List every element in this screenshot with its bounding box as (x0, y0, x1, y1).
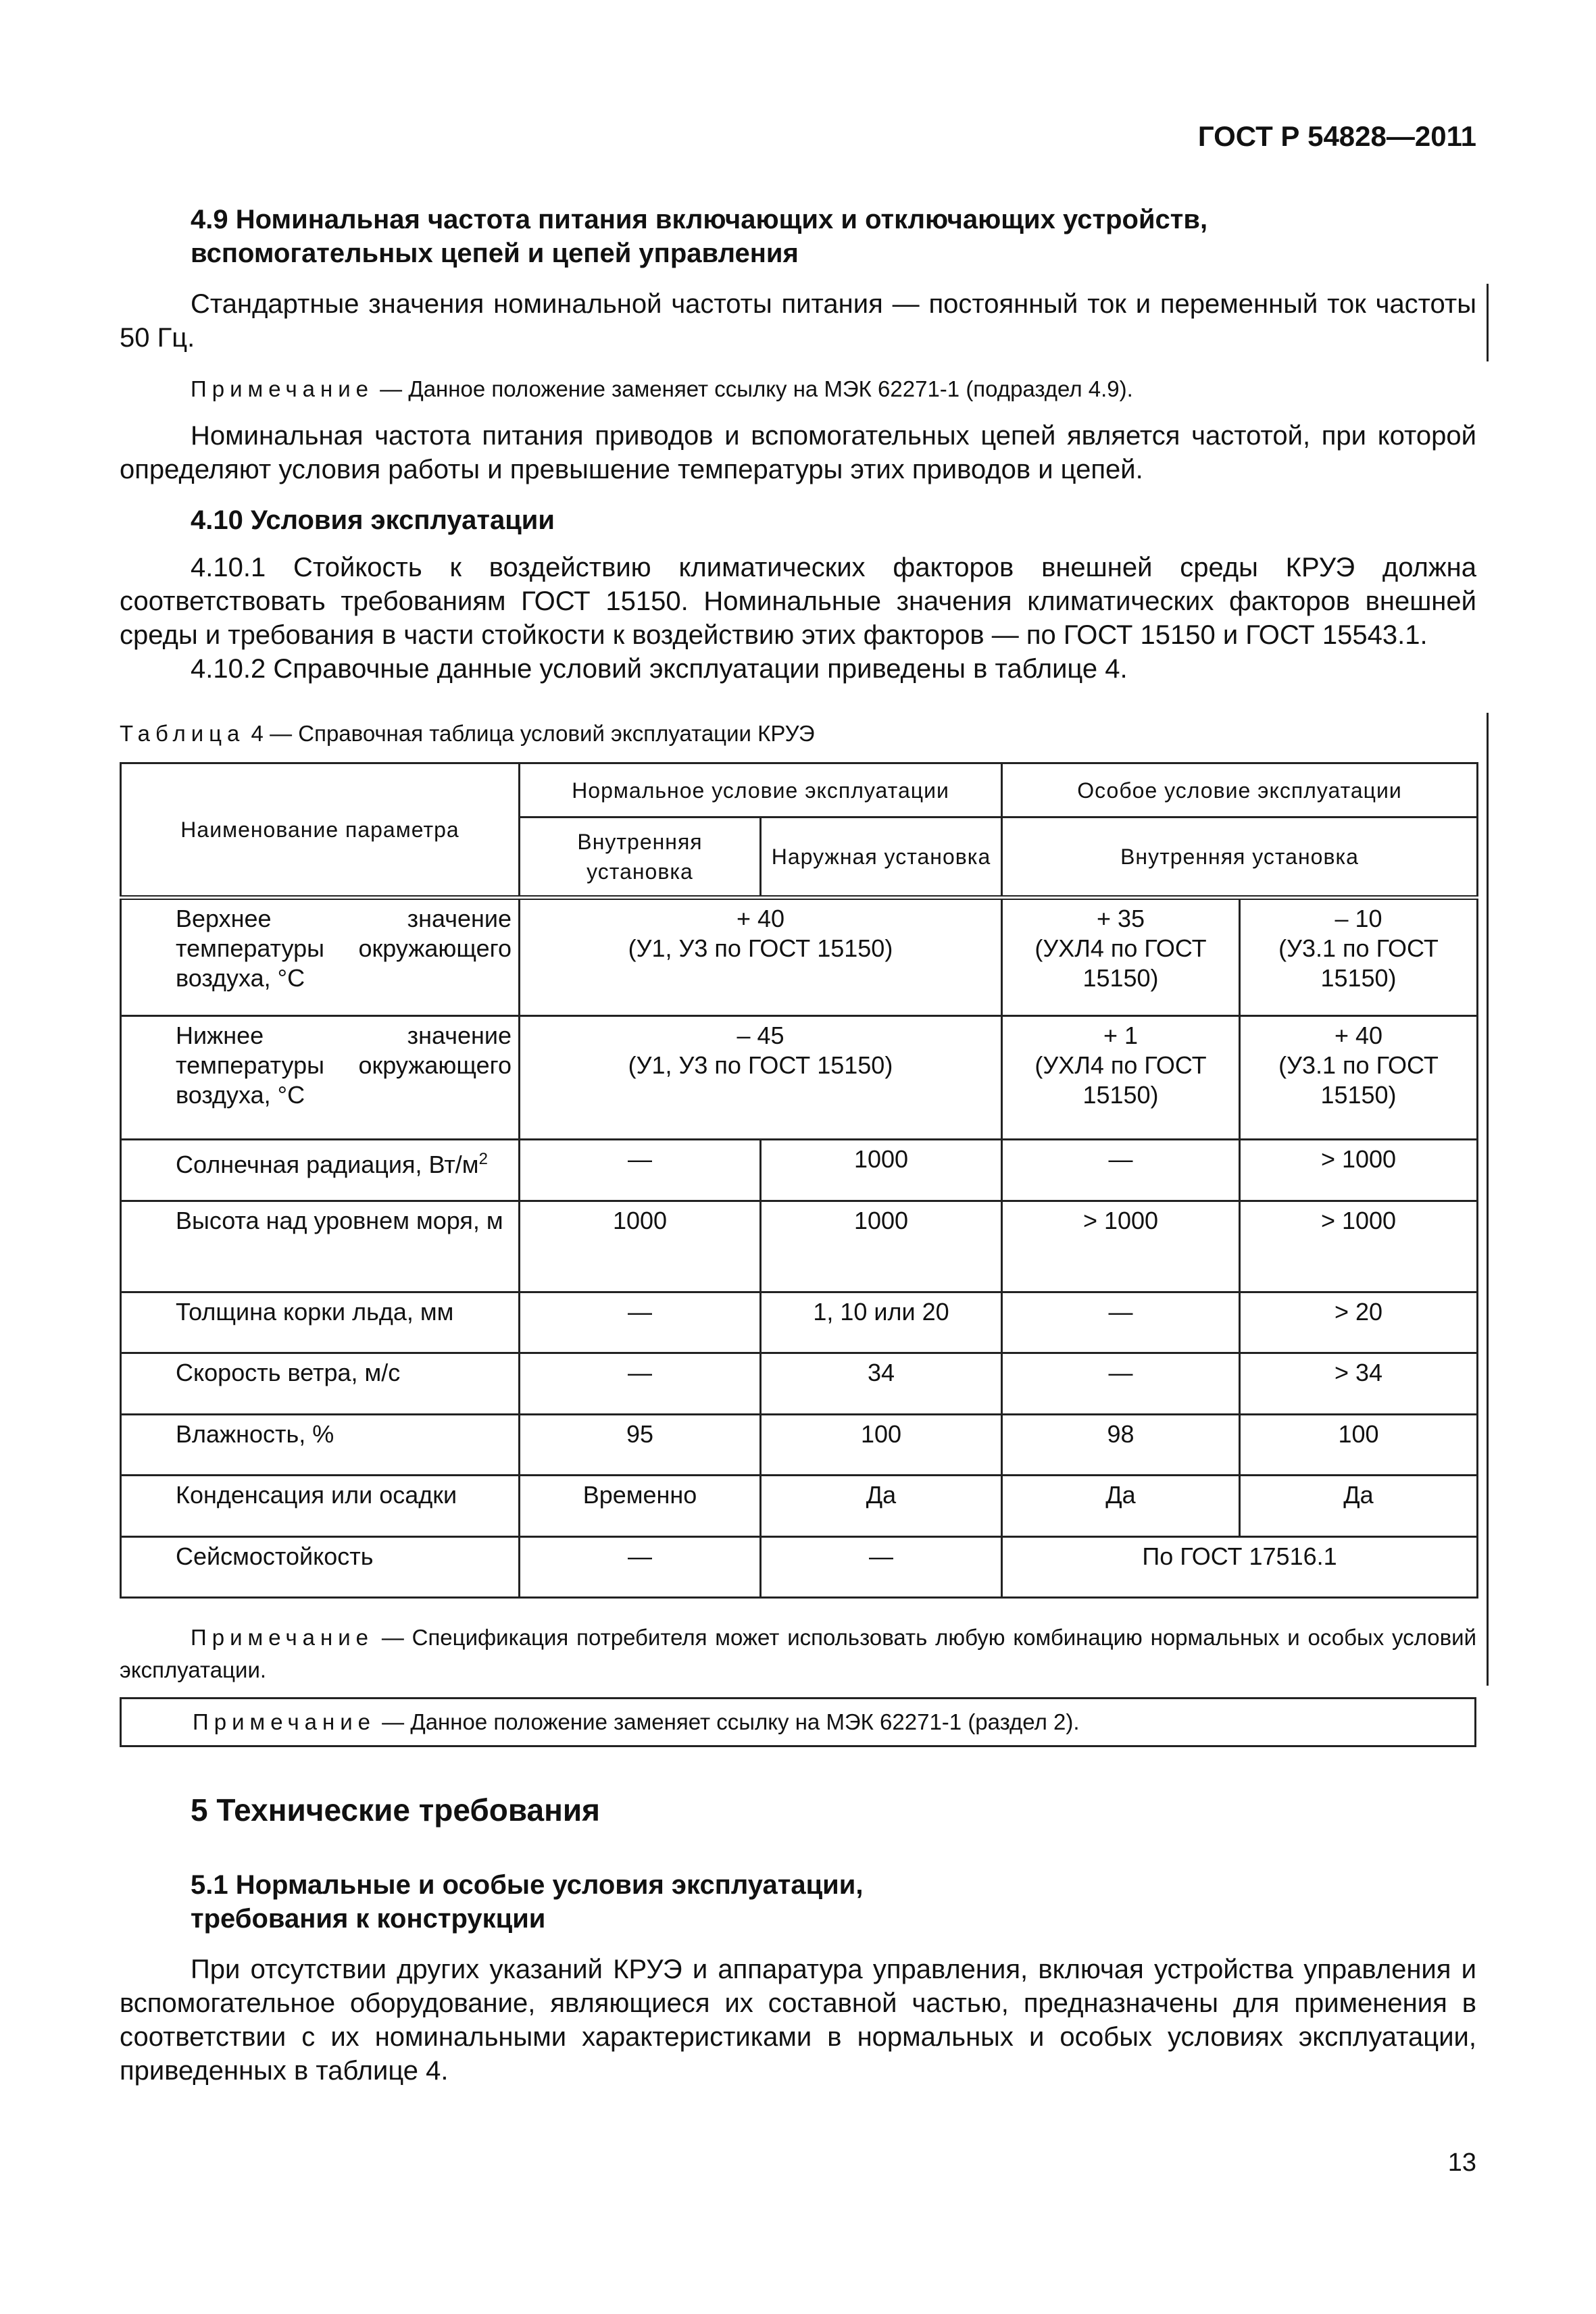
table-4-caption (120, 718, 815, 750)
row-outdoor: 1000 (761, 1140, 1002, 1201)
table-caption-label: Таблица (120, 721, 245, 746)
row-special-b: > 20 (1240, 1292, 1478, 1353)
note-label: Примечание (191, 1625, 374, 1650)
note-text: — Данное положение заменяет ссылку на МЭК 62271-1 (подраздел 4.9). (374, 376, 1133, 401)
table-row (121, 1292, 1478, 1353)
row-name-text: Солнечная радиация, Вт/м (176, 1151, 479, 1179)
row-indoor: 95 (520, 1414, 761, 1475)
row-name: Толщина корки льда, мм (121, 1292, 520, 1353)
row-special-a: Да (1002, 1476, 1240, 1536)
document-code: ГОСТ Р 54828—2011 (1197, 120, 1476, 152)
row-indoor: — (520, 1353, 761, 1414)
row-name: Высота над уровнем моря, м (121, 1201, 520, 1292)
row-special-b: > 34 (1240, 1353, 1478, 1414)
row-name: Сейсмостойкость (121, 1536, 520, 1597)
row-special-a: > 1000 (1002, 1201, 1240, 1292)
table-row (121, 1476, 1478, 1536)
header-outdoor: Наружная установка (761, 818, 1002, 897)
row-normal: + 40 (У1, У3 по ГОСТ 15150) (520, 897, 1002, 1016)
section-4-9-title-line2: вспомогательных цепей и цепей управления (191, 238, 799, 268)
row-special-a: 98 (1002, 1414, 1240, 1475)
note-label: Примечание (193, 1709, 376, 1734)
change-bar (1487, 284, 1489, 361)
section-4-9-title-line1: 4.9 Номинальная частота питания включающих и отключающих устройств, (191, 205, 1208, 234)
row-special-a: — (1002, 1292, 1240, 1353)
section-4-9-title (191, 203, 1207, 270)
table-row (121, 1201, 1478, 1292)
row-outdoor: 100 (761, 1414, 1002, 1475)
section-5-1-title-line1: 5.1 Нормальные и особые условия эксплуатации, (191, 1870, 864, 1900)
table-row (121, 1536, 1478, 1597)
row-name-sup: 2 (478, 1150, 488, 1169)
section-4-10-1-paragraph: 4.10.1 Стойкость к воздействию климатических факторов внешней среды КРУЭ должна соответствовать требованиям ГОСТ 15150. Номинальные значения климатических факторов внешней среды и требования в части стойкости к воздействию этих факторов — по ГОСТ 15150 и ГОСТ 15543.1. (120, 553, 1476, 650)
table-row (121, 1016, 1478, 1140)
row-special-a: — (1002, 1140, 1240, 1201)
table-caption-text: 4 — Справочная таблица условий эксплуатации КРУЭ (245, 721, 815, 746)
table-4-note-1 (120, 1621, 1476, 1686)
section-5-1-title-line2: требования к конструкции (191, 1904, 546, 1934)
row-normal: – 45 (У1, У3 по ГОСТ 15150) (520, 1016, 1002, 1140)
row-name: Нижнее значение температуры окружающего воздуха, °C (121, 1016, 520, 1140)
note-text: — Спецификация потребителя может использовать любую комбинацию нормальных и особых условий эксплуатации. (120, 1625, 1476, 1682)
table-row (121, 1140, 1478, 1201)
row-special-a: — (1002, 1353, 1240, 1414)
note-text: — Данное положение заменяет ссылку на МЭК 62271-1 (раздел 2). (376, 1709, 1080, 1734)
section-5-1-paragraph: При отсутствии других указаний КРУЭ и аппаратура управления, включая устройства управления и вспомогательное оборудование, являющиеся их составной частью, предназначены для применения в соответствии с их номинальными характеристиками в нормальных и особых условиях эксплуатации, приведенных в таблице 4. (120, 1955, 1476, 2086)
note-label: Примечание (191, 376, 374, 401)
row-indoor: — (520, 1536, 761, 1597)
row-outdoor: 1, 10 или 20 (761, 1292, 1002, 1353)
row-special-b: Да (1240, 1476, 1478, 1536)
row-special-a: + 35 (УХЛ4 по ГОСТ 15150) (1002, 897, 1240, 1016)
header-special-conditions: Особое условие эксплуатации (1002, 763, 1478, 818)
section-4-9-note (191, 373, 1474, 405)
row-outdoor: 1000 (761, 1201, 1002, 1292)
row-name: Влажность, % (121, 1414, 520, 1475)
row-special-b: > 1000 (1240, 1201, 1478, 1292)
row-outdoor: 34 (761, 1353, 1002, 1414)
page-number: 13 (1447, 2148, 1476, 2177)
row-special-b: – 10 (У3.1 по ГОСТ 15150) (1240, 897, 1478, 1016)
header-indoor: Внутренняя установка (520, 818, 761, 897)
row-indoor: — (520, 1140, 761, 1201)
table-row (121, 1353, 1478, 1414)
row-name: Скорость ветра, м/с (121, 1353, 520, 1414)
row-special-b: + 40 (У3.1 по ГОСТ 15150) (1240, 1016, 1478, 1140)
row-indoor: — (520, 1292, 761, 1353)
row-special-a: + 1 (УХЛ4 по ГОСТ 15150) (1002, 1016, 1240, 1140)
row-special: По ГОСТ 17516.1 (1002, 1536, 1478, 1597)
row-name: Конденсация или осадки (121, 1476, 520, 1536)
section-4-9-paragraph-2: Номинальная частота питания приводов и вспомогательных цепей является частотой, при которой определяют условия работы и превышение температуры этих приводов и цепей. (120, 421, 1476, 484)
row-special-b: 100 (1240, 1414, 1478, 1475)
row-name: Верхнее значение температуры окружающего воздуха, °C (121, 897, 520, 1016)
change-bar-2 (1487, 713, 1489, 1686)
row-outdoor: — (761, 1536, 1002, 1597)
header-normal-conditions: Нормальное условие эксплуатации (520, 763, 1002, 818)
table-4-note-2-box (120, 1697, 1476, 1747)
row-indoor: Временно (520, 1476, 761, 1536)
row-special-b: > 1000 (1240, 1140, 1478, 1201)
section-4-10-title: 4.10 Условия эксплуатации (191, 505, 555, 535)
table-row (121, 897, 1478, 1016)
header-parameter-name: Наименование параметра (121, 763, 520, 898)
header-special-indoor: Внутренняя установка (1002, 818, 1478, 897)
table-4 (120, 762, 1478, 1599)
row-name (121, 1140, 520, 1201)
row-indoor: 1000 (520, 1201, 761, 1292)
section-4-10-2-paragraph: 4.10.2 Справочные данные условий эксплуатации приведены в таблице 4. (191, 654, 1128, 684)
section-5-title: 5 Технические требования (191, 1792, 600, 1828)
row-outdoor: Да (761, 1476, 1002, 1536)
section-5-1-title (191, 1868, 863, 1936)
table-row (121, 1414, 1478, 1475)
section-4-9-paragraph: Стандартные значения номинальной частоты питания — постоянный ток и переменный ток частоты 50 Гц. (120, 289, 1476, 353)
